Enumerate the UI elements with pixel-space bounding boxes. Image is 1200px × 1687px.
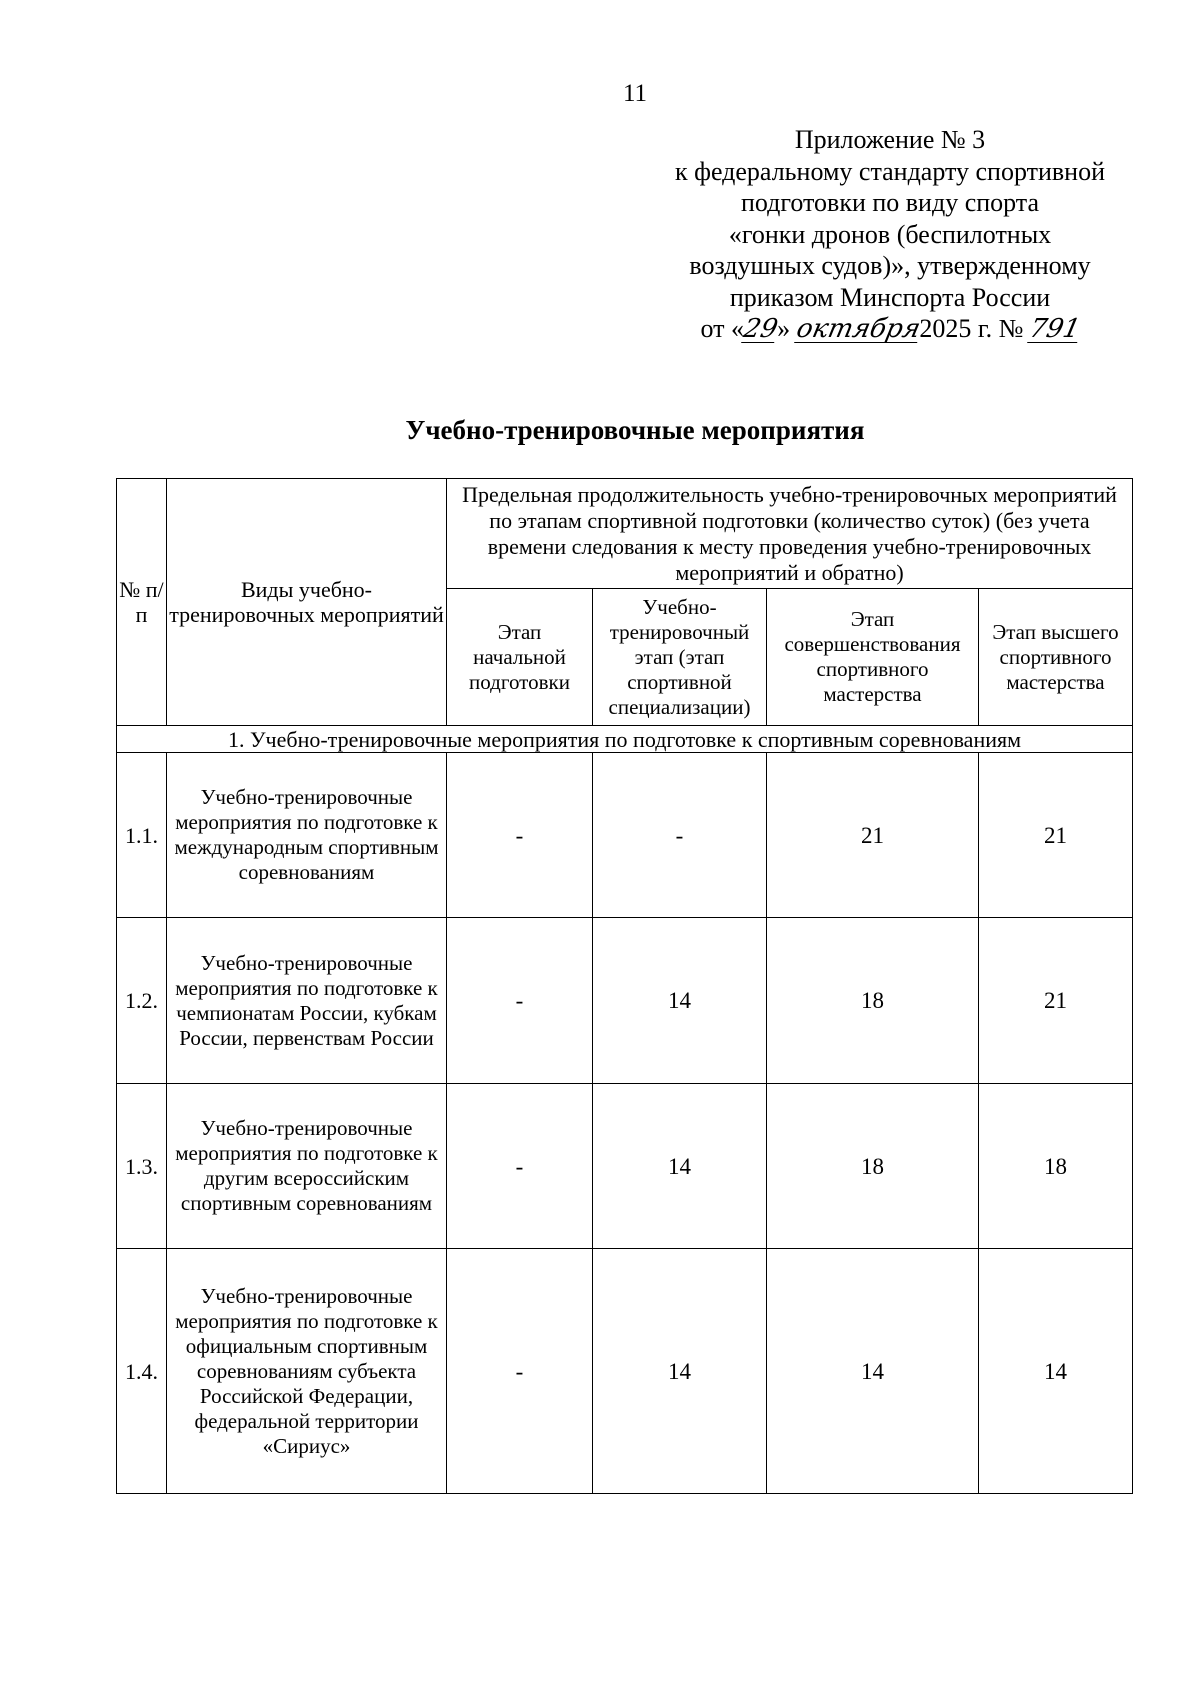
appendix-block <box>640 124 1140 345</box>
row-value: - <box>447 1249 593 1494</box>
row-value: 18 <box>767 918 979 1084</box>
header-row <box>117 479 1133 589</box>
row-value: 14 <box>767 1249 979 1494</box>
appendix-line: приказом Минспорта России <box>729 282 1051 312</box>
row-num: 1.4. <box>117 1249 167 1494</box>
row-value: 14 <box>979 1249 1133 1494</box>
document-title: Учебно-тренировочные мероприятия <box>405 415 865 445</box>
row-value: - <box>447 918 593 1084</box>
row-value: 18 <box>767 1084 979 1249</box>
row-value: 18 <box>979 1084 1133 1249</box>
header-num: № п/п <box>117 479 167 726</box>
row-value: 21 <box>979 918 1133 1084</box>
handwritten-order-number: 791 <box>1026 314 1083 344</box>
row-name: Учебно-тренировочные мероприятия по подготовке к чемпионатам России, кубкам России, первенствам России <box>167 918 447 1084</box>
row-name: Учебно-тренировочные мероприятия по подготовке к международным спортивным соревнованиям <box>167 753 447 918</box>
row-name: Учебно-тренировочные мероприятия по подготовке к другим всероссийским спортивным соревнованиям <box>167 1084 447 1249</box>
date-year: 2025 г. № <box>919 314 1024 343</box>
training-events-table <box>116 478 1133 1494</box>
row-value: 14 <box>593 1249 767 1494</box>
header-stage: Этап начальной подготовки <box>447 589 593 726</box>
header-stage: Учебно-тренировочный этап (этап спортивной специализации) <box>593 589 767 726</box>
row-value: 14 <box>593 1084 767 1249</box>
table-row <box>117 1249 1133 1494</box>
appendix-line: к федеральному стандарту спортивной <box>674 156 1106 186</box>
header-stage: Этап совершенствования спортивного мастерства <box>767 589 979 726</box>
appendix-line: Приложение № 3 <box>794 125 986 154</box>
table-row <box>117 918 1133 1084</box>
row-value: - <box>447 753 593 918</box>
header-limit: Предельная продолжительность учебно-тренировочных мероприятий по этапам спортивной подготовки (количество суток) (без учета времени следования к месту проведения учебно-тренировочных мероприятий и обратно) <box>447 479 1133 589</box>
row-value: 21 <box>979 753 1133 918</box>
table-row <box>117 753 1133 918</box>
table-row <box>117 1084 1133 1249</box>
date-prefix: от « <box>700 314 744 343</box>
handwritten-day: 29 <box>740 314 781 344</box>
appendix-line: воздушных судов)», утвержденному <box>689 251 1091 280</box>
appendix-line: подготовки по виду спорта <box>740 188 1040 217</box>
page-number: 11 <box>622 80 648 107</box>
row-value: - <box>447 1084 593 1249</box>
row-value: 21 <box>767 753 979 918</box>
row-value: 14 <box>593 918 767 1084</box>
row-num: 1.2. <box>117 918 167 1084</box>
row-num: 1.3. <box>117 1084 167 1249</box>
section-row <box>117 726 1133 753</box>
date-mid: » <box>777 314 791 343</box>
header-types: Виды учебно-тренировочных мероприятий <box>167 479 447 726</box>
row-num: 1.1. <box>117 753 167 918</box>
section-title: 1. Учебно-тренировочные мероприятия по подготовке к спортивным соревнованиям <box>117 726 1133 753</box>
handwritten-month: октября <box>793 314 923 344</box>
header-stage: Этап высшего спортивного мастерства <box>979 589 1133 726</box>
order-date-line <box>640 313 1140 345</box>
row-value: - <box>593 753 767 918</box>
appendix-line: «гонки дронов (беспилотных <box>728 219 1052 249</box>
row-name: Учебно-тренировочные мероприятия по подготовке к официальным спортивным соревнованиям субъекта Российской Федерации, федеральной территории «Сириус» <box>167 1249 447 1494</box>
